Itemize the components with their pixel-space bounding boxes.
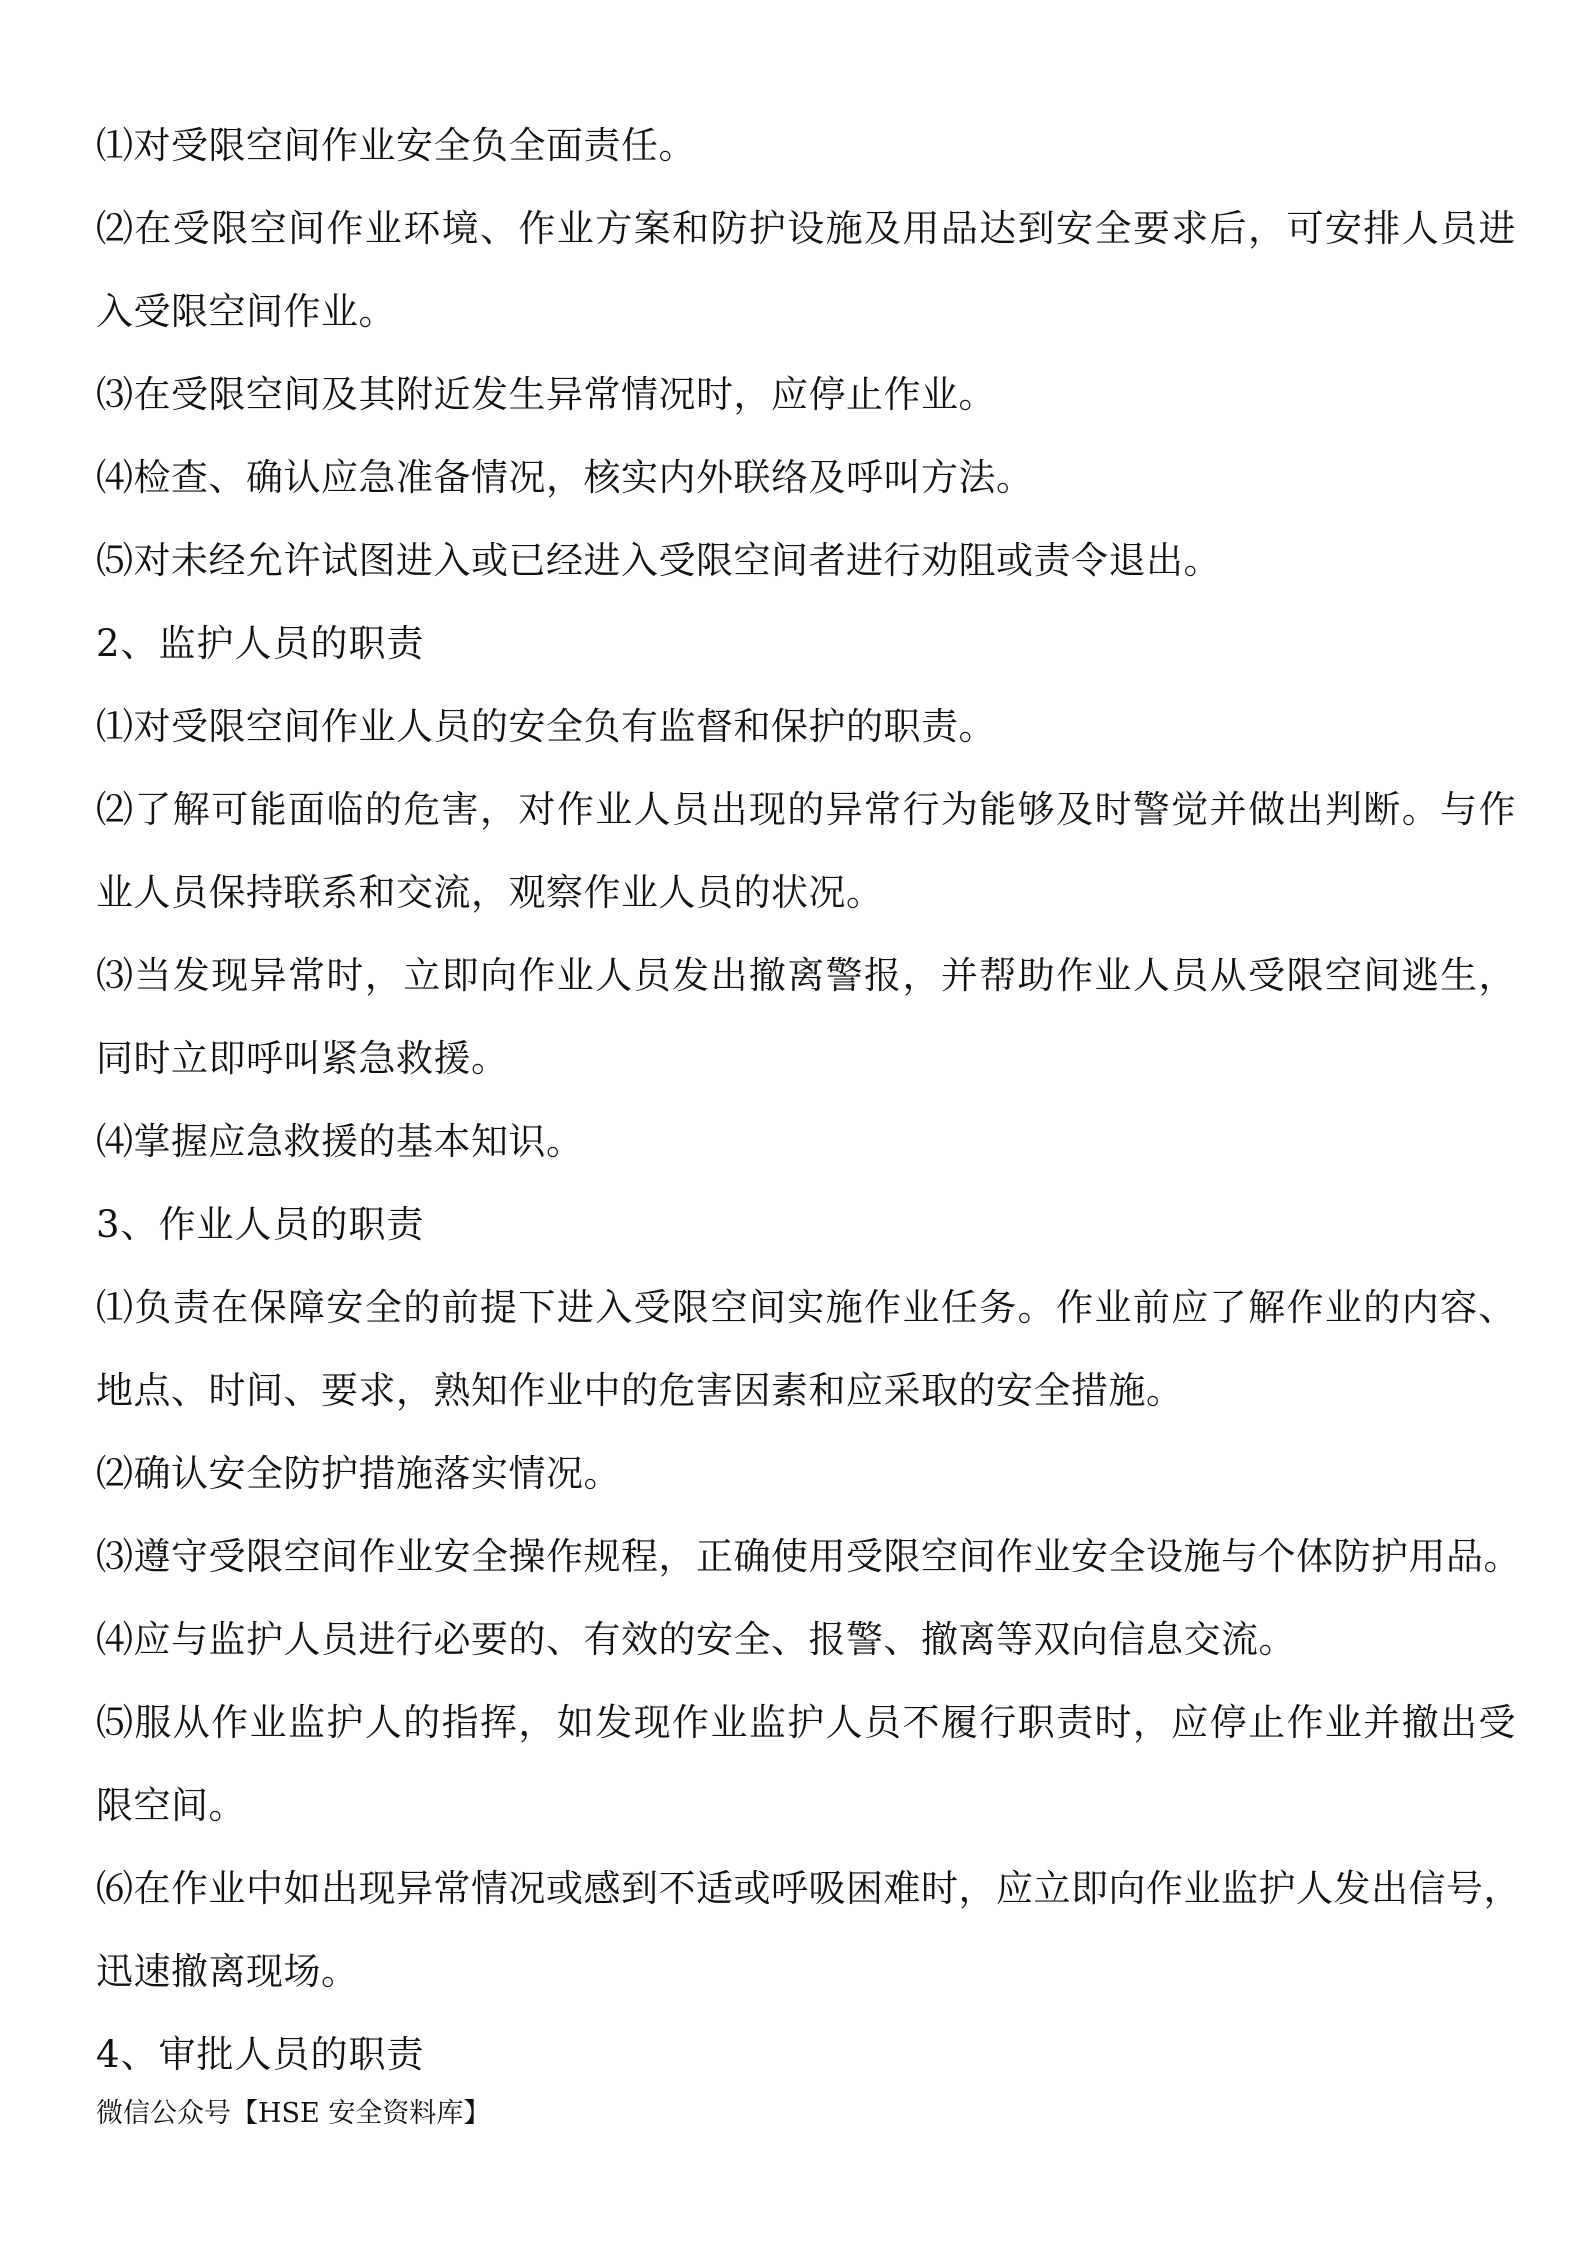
- text-line-item-2-cont: 入受限空间作业。: [96, 290, 396, 333]
- text-line-item-3: ⑶在受限空间及其附近发生异常情况时，应停止作业。: [96, 373, 996, 416]
- text-line-worker-5-cont: 限空间。: [96, 1784, 246, 1827]
- text-line-monitor-2-cont: 业人员保持联系和交流，观察作业人员的状况。: [96, 871, 884, 914]
- text-line-worker-6: ⑹在作业中如出现异常情况或感到不适或呼吸困难时，应立即向作业监护人发出信号，: [96, 1867, 1521, 1910]
- text-line-monitor-2: ⑵了解可能面临的危害，对作业人员出现的异常行为能够及时警觉并做出判断。与作: [96, 788, 1516, 831]
- section-heading-monitor: 2、监护人员的职责: [96, 622, 425, 665]
- text-line-monitor-3-cont: 同时立即呼叫紧急救援。: [96, 1037, 509, 1080]
- text-line-worker-6-cont: 迅速撤离现场。: [96, 1950, 359, 1993]
- text-line-item-1: ⑴对受限空间作业安全负全面责任。: [96, 124, 696, 167]
- text-line-item-4: ⑷检查、确认应急准备情况，核实内外联络及呼叫方法。: [96, 456, 1034, 499]
- text-line-monitor-1: ⑴对受限空间作业人员的安全负有监督和保护的职责。: [96, 705, 996, 748]
- text-line-monitor-3: ⑶当发现异常时，立即向作业人员发出撤离警报，并帮助作业人员从受限空间逃生，: [96, 954, 1516, 997]
- document-body: [96, 104, 1521, 2096]
- text-line-worker-3: ⑶遵守受限空间作业安全操作规程，正确使用受限空间作业安全设施与个体防护用品。: [96, 1535, 1521, 1578]
- footer-source-note: 微信公众号【HSE 安全资料库】: [96, 2098, 491, 2129]
- section-heading-approver: 4、审批人员的职责: [96, 2033, 425, 2076]
- text-line-worker-2: ⑵确认安全防护措施落实情况。: [96, 1452, 621, 1495]
- text-line-worker-1-cont: 地点、时间、要求，熟知作业中的危害因素和应采取的安全措施。: [96, 1369, 1184, 1412]
- text-line-worker-4: ⑷应与监护人员进行必要的、有效的安全、报警、撤离等双向信息交流。: [96, 1618, 1296, 1661]
- section-heading-worker: 3、作业人员的职责: [96, 1203, 425, 1246]
- text-line-item-5: ⑸对未经允许试图进入或已经进入受限空间者进行劝阻或责令退出。: [96, 539, 1221, 582]
- text-line-monitor-4: ⑷掌握应急救援的基本知识。: [96, 1120, 584, 1163]
- text-line-worker-1: ⑴负责在保障安全的前提下进入受限空间实施作业任务。作业前应了解作业的内容、: [96, 1286, 1516, 1329]
- text-line-worker-5: ⑸服从作业监护人的指挥，如发现作业监护人员不履行职责时，应停止作业并撤出受: [96, 1701, 1516, 1744]
- text-line-item-2: ⑵在受限空间作业环境、作业方案和防护设施及用品达到安全要求后，可安排人员进: [96, 207, 1516, 250]
